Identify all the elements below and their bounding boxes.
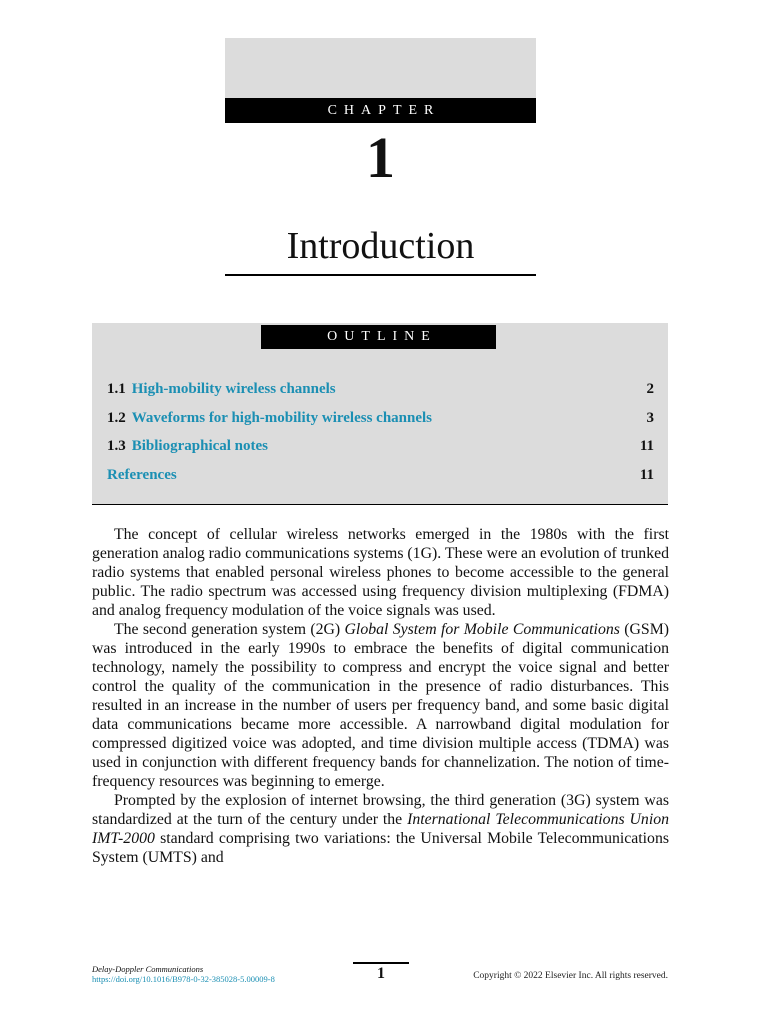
book-title: Delay-Doppler Communications bbox=[92, 964, 204, 974]
toc-link-high-mobility-channels[interactable]: High-mobility wireless channels bbox=[131, 381, 336, 397]
toc-item bbox=[107, 408, 654, 437]
toc-item bbox=[107, 379, 654, 408]
chapter-label: CHAPTER bbox=[225, 98, 536, 123]
toc-item-number: 1.1 bbox=[107, 381, 126, 397]
toc-item-number: 1.2 bbox=[107, 409, 126, 426]
paragraph-2 bbox=[92, 620, 669, 791]
table-of-contents bbox=[107, 379, 654, 493]
outline-box bbox=[92, 323, 668, 505]
paragraph-2-italic: Global System for Mobile Communications bbox=[344, 621, 620, 638]
footer-divider bbox=[353, 962, 409, 964]
title-divider bbox=[225, 274, 536, 276]
toc-item-number: 1.3 bbox=[107, 438, 126, 454]
toc-item-page: 11 bbox=[639, 438, 654, 454]
chapter-header-box bbox=[225, 38, 536, 98]
toc-item-page: 11 bbox=[639, 466, 654, 483]
toc-link-bibliographical-notes[interactable]: Bibliographical notes bbox=[131, 438, 269, 454]
toc-item bbox=[107, 436, 654, 465]
paragraph-2-text-cont: (GSM) was introduced in the early 1990s to embrace the benefits of digital communication technology, namely the possibility to compress and encrypt the voice signal and better control the quality of the communication in the presence of radio disturbances. This resulted in an increase in the number of users per frequency band, and some basic digital data communications became more accessible. A narrowband digital modulation for compressed digitized voice was adopted, and time division multiple access (TDMA) was used in conjunction with different frequency bands for channelization. The notion of time-frequency resources was beginning to emerge. bbox=[92, 621, 669, 790]
paragraph-2-text: The second generation system (2G) bbox=[114, 621, 345, 638]
toc-link-waveforms[interactable]: Waveforms for high-mobility wireless channels bbox=[131, 409, 433, 426]
page-number: 1 bbox=[377, 965, 385, 982]
chapter-number: 1 bbox=[366, 125, 395, 190]
chapter-title: Introduction bbox=[286, 225, 475, 267]
paragraph-3-text: Prompted by the explosion of internet browsing, the third generation (3G) system was standardized at the turn of the century under the bbox=[92, 792, 669, 828]
footer-citation bbox=[92, 964, 275, 984]
toc-item bbox=[107, 465, 654, 494]
paragraph-3-italic: International Telecommunications Union IMT-2000 bbox=[92, 811, 670, 847]
paragraph-3-text-cont: standard comprising two variations: the Universal Mobile Telecommunications System (UMTS) and bbox=[92, 830, 669, 866]
paragraph-1: The concept of cellular wireless networks emerged in the 1980s with the first generation analog radio communications systems (1G). These were an evolution of trunked radio systems that enabled personal wireless phones to become accessible to the general public. The radio spectrum was accessed using frequency division multiplexing (FDMA) and analog frequency modulation of the voice signals was used. bbox=[92, 526, 670, 619]
outline-label: OUTLINE bbox=[261, 325, 496, 349]
body-text bbox=[92, 525, 669, 867]
paragraph-3 bbox=[92, 791, 669, 867]
toc-link-references[interactable]: References bbox=[107, 466, 177, 483]
copyright-notice: Copyright © 2022 Elsevier Inc. All rights reserved. bbox=[473, 971, 668, 981]
toc-item-page: 2 bbox=[646, 381, 654, 397]
toc-item-page: 3 bbox=[646, 409, 654, 426]
doi-link[interactable]: https://doi.org/10.1016/B978-0-32-385028-5.00009-8 bbox=[92, 974, 275, 984]
